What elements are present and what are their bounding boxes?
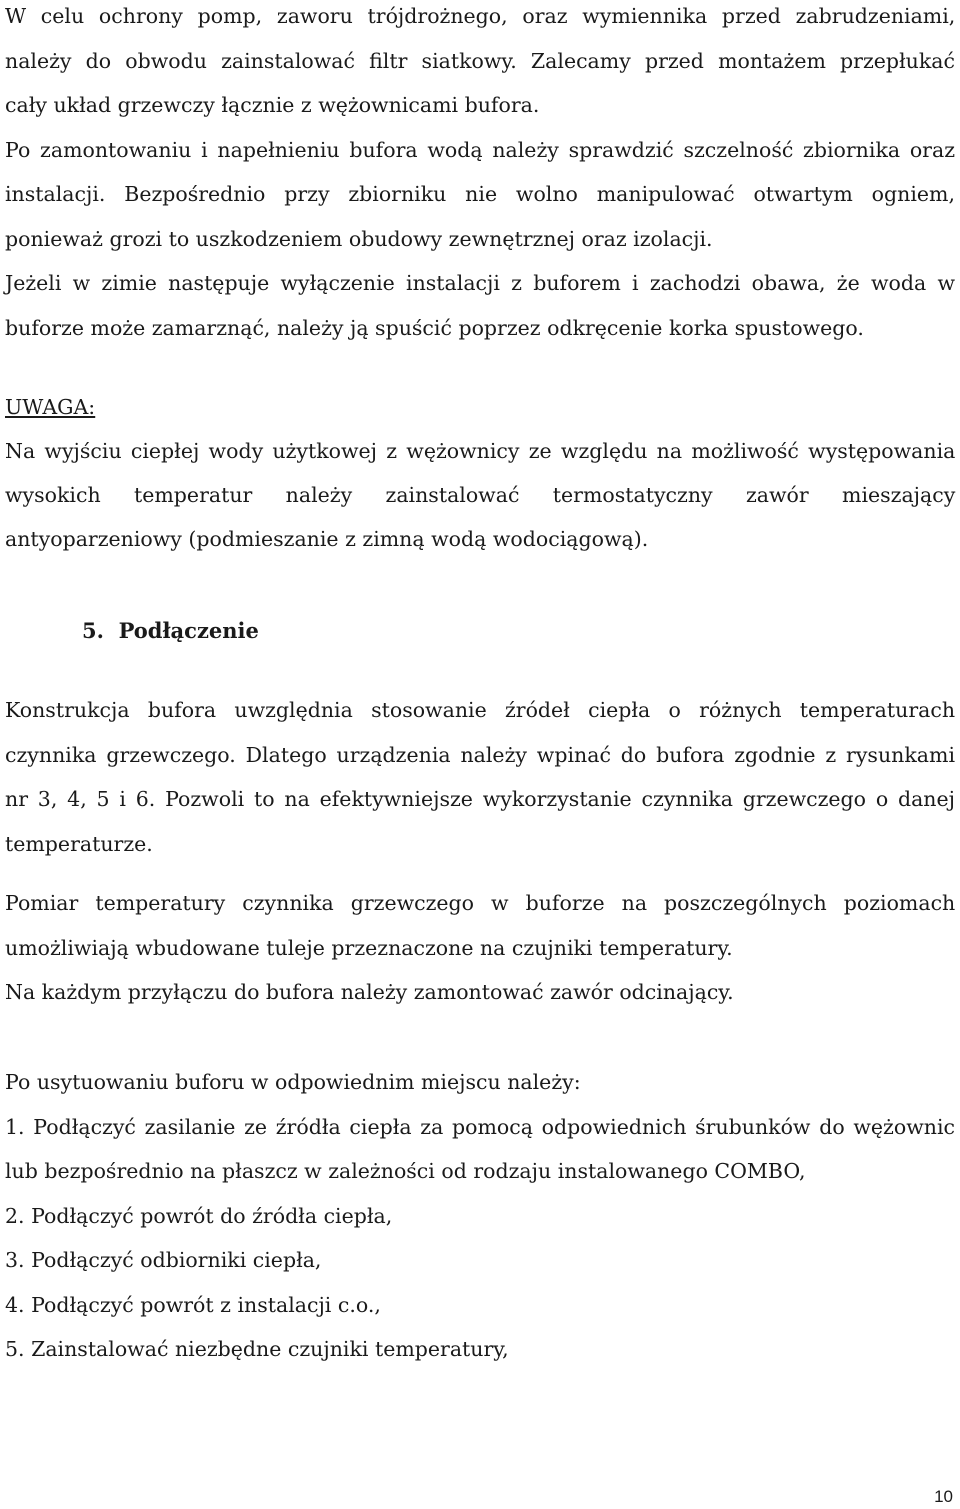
section-title: Podłączenie <box>118 618 259 643</box>
page-number: 10 <box>934 1487 953 1506</box>
text-line: Jeżeli w zimie następuje wyłączenie instalacji z buforem i zachodzi obawa, że woda w <box>5 271 955 295</box>
text-line: temperaturze. <box>5 831 153 856</box>
list-item: 3. Podłączyć odbiorniki ciepła, <box>5 1248 322 1272</box>
steps-list <box>5 1060 955 1372</box>
text-line: Na każdym przyłączu do bufora należy zamontować zawór odcinający. <box>5 980 734 1004</box>
text-line: Pomiar temperatury czynnika grzewczego w buforze na poszczególnych poziomach <box>5 891 956 915</box>
text-line: W celu ochrony pomp, zaworu trójdrożnego, oraz wymiennika przed zabrudzeniami, <box>5 4 956 28</box>
list-item: 1. Podłączyć zasilanie ze źródła ciepła za pomocą odpowiednich śrubunków do wężownic <box>5 1114 955 1139</box>
section-heading <box>82 618 259 643</box>
text-line: instalacji. Bezpośrednio przy zbiorniku nie wolno manipulować otwartym ogniem, <box>5 182 955 206</box>
text-line: czynnika grzewczego. Dlatego urządzenia należy wpinać do bufora zgodnie z rysunkami <box>5 742 955 767</box>
list-item: lub bezpośrednio na płaszcz w zależności od rodzaju instalowanego COMBO, <box>5 1159 806 1183</box>
text-line: wysokich temperatur należy zainstalować termostatyczny zawór mieszający <box>5 483 956 507</box>
text-line: cały układ grzewczy łącznie z wężownicami bufora. <box>5 93 540 117</box>
text-line: Na wyjściu ciepłej wody użytkowej z wężownicy ze względu na możliwość występowania <box>5 439 956 463</box>
text-line: Po zamontowaniu i napełnieniu bufora wodą należy sprawdzić szczelność zbiornika oraz <box>5 137 955 162</box>
list-item: 2. Podłączyć powrót do źródła ciepła, <box>5 1203 393 1228</box>
text-line: należy do obwodu zainstalować filtr siatkowy. Zalecamy przed montażem przepłukać <box>5 48 955 73</box>
measurement-paragraph <box>5 881 955 1015</box>
text-line: umożliwiają wbudowane tuleje przeznaczone na czujniki temperatury. <box>5 935 733 960</box>
intro-paragraph <box>5 0 955 350</box>
connection-paragraph <box>5 688 955 866</box>
warning-label: UWAGA: <box>5 395 96 419</box>
text-line: Konstrukcja bufora uwzględnia stosowanie źródeł ciepła o różnych temperaturach <box>5 698 956 722</box>
list-item: 5. Zainstalować niezbędne czujniki temperatury, <box>5 1337 509 1361</box>
section-number: 5. <box>82 618 104 643</box>
text-line: buforze może zamarznąć, należy ją spuścić poprzez odkręcenie korka spustowego. <box>5 315 864 340</box>
text-line: antyoparzeniowy (podmieszanie z zimną wodą wodociągową). <box>5 527 649 551</box>
warning-paragraph <box>5 385 955 561</box>
list-item: 4. Podłączyć powrót z instalacji c.o., <box>5 1292 381 1317</box>
text-line: nr 3, 4, 5 i 6. Pozwoli to na efektywniejsze wykorzystanie czynnika grzewczego o danej <box>5 787 955 811</box>
steps-intro: Po usytuowaniu buforu w odpowiednim miejscu należy: <box>5 1070 581 1094</box>
text-line: ponieważ grozi to uszkodzeniem obudowy zewnętrznej oraz izolacji. <box>5 226 713 251</box>
